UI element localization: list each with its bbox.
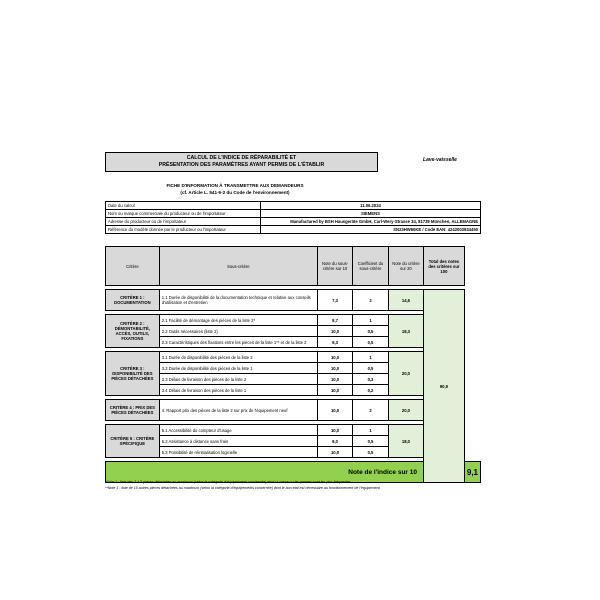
subcriterion-coef: 0,2 — [353, 385, 389, 396]
subcriterion-label: 5.1 Accessibilité du compteur d'usage — [159, 425, 317, 436]
col-header-sous-critere: Sous-critère — [159, 247, 317, 286]
info-value: SN23HW60KE / Code EAN: 4242003934450 — [261, 226, 481, 234]
subcriterion-coef: 1 — [353, 315, 389, 326]
footnote-2: **Note 1 : liste de 10 autres pièces détachées au maximum (selon la catégorie d'équipements concernée) dont le bon état est nécessaire au fonctionnement de l'équipement. — [105, 485, 381, 490]
subcriterion-coef: 0,5 — [353, 363, 389, 374]
subcriterion-coef: 0,5 — [353, 447, 389, 458]
criterion-5-name: CRITÈRE 5 : CRITÈRE SPÉCIFIQUE — [106, 425, 160, 458]
footnotes — [105, 480, 495, 491]
criterion-1-score: 14,6 — [388, 290, 423, 311]
subcriterion-note: 10,0 — [317, 385, 352, 396]
subcriterion-note: 10,0 — [317, 447, 352, 458]
subcriterion-coef: 0,3 — [353, 374, 389, 385]
info-value: SIEMENS — [261, 210, 481, 218]
info-row — [106, 226, 481, 234]
subcriterion-coef: 2 — [353, 400, 389, 421]
info-row — [106, 210, 481, 218]
table-row — [106, 290, 481, 311]
info-value: Manufactured by BSH Hausgeräte GmbH, Carl-Wery-Strasse 34, 81739 München, ALLEMAGNE — [261, 218, 481, 226]
subcriterion-label: 4. Rapport prix des pièces de la liste 2 sur prix de l'équipement neuf — [159, 400, 317, 421]
fiche-line-1: FICHE D'INFORMATION À TRANSMETTRE AUX DEMANDEURS — [166, 183, 304, 188]
criterion-4-score: 20,0 — [388, 400, 423, 421]
subcriterion-coef: 2 — [353, 290, 389, 311]
col-header-note-sous-critere: Note du sous-critère sur 10 — [317, 247, 352, 286]
fiche-line-2: (cf. Article L. 541-9-2 du Code de l'environnement) — [180, 189, 290, 195]
subcriterion-note: 8,7 — [317, 315, 352, 326]
subcriterion-note: 10,0 — [317, 400, 352, 421]
repairability-table — [105, 246, 481, 483]
info-label: Date du calcul — [106, 202, 261, 210]
criterion-3-score: 20,0 — [388, 352, 423, 396]
info-row — [106, 218, 481, 226]
criterion-2-score: 18,3 — [388, 315, 423, 348]
subcriterion-note: 10,0 — [317, 374, 352, 385]
subcriterion-note: 10,0 — [317, 352, 352, 363]
criterion-4-name: CRITÈRE 4 : PRIX DES PIÈCES DÉTACHÉES — [106, 400, 160, 421]
document-title — [105, 152, 378, 172]
subcriterion-note: 7,3 — [317, 290, 352, 311]
subcriterion-label: 3.4 Délais de livraison des pièces de la liste 1 — [159, 385, 317, 396]
appliance-type: Lave-vaisselle — [423, 157, 457, 163]
total-score: 90,9 — [423, 290, 464, 483]
title-line-1: CALCUL DE L'INDICE DE RÉPARABILITÉ ET — [186, 155, 297, 161]
subcriterion-label: 2.3 Caractéristiques des fixations entre les pièces de la liste 1** et de la liste 2 — [159, 337, 317, 348]
subcriterion-label: 3.3 Délais de livraison des pièces de la liste 2 — [159, 374, 317, 385]
product-info-table — [105, 201, 481, 234]
final-score-value: 9,1 — [464, 462, 480, 483]
header-row — [106, 247, 481, 286]
info-row — [106, 202, 481, 210]
col-header-critere: Critère — [106, 247, 160, 286]
subcriterion-label: 3.2 Durée de disponibilité des pièces de la liste 1 — [159, 363, 317, 374]
subcriterion-coef: 1 — [353, 425, 389, 436]
subcriterion-coef: 1 — [353, 352, 389, 363]
info-label: Nom ou marque commerciale du producteur ou de l'importateur — [106, 210, 261, 218]
subcriterion-label: 2.1 Facilité de démontage des pièces de la liste 2* — [159, 315, 317, 326]
subcriterion-note: 9,3 — [317, 337, 352, 348]
footnote-1: *Note 1 : liste des 3 à 5 pièces détachées au maximum (selon la catégorie d'équipements concernée) dont la casse ou les pannes sont les plus fréquentes ; — [105, 480, 353, 484]
fiche-heading — [120, 183, 350, 196]
info-value: 11.06.2024 — [261, 202, 481, 210]
subcriterion-note: 10,0 — [317, 326, 352, 337]
subcriterion-coef: 0,5 — [353, 436, 389, 447]
criterion-3-name: CRITÈRE 3 : DISPONIBILITÉ DES PIÈCES DÉTACHÉES — [106, 352, 160, 396]
subcriterion-label: 5.3 Possibilité de réinitialisation logicielle — [159, 447, 317, 458]
info-label: Référence du modèle donnée par le producteur ou l'importateur — [106, 226, 261, 234]
col-header-total: Total des notes des critères sur 100 — [423, 247, 464, 286]
title-line-2: PRÉSENTATION DES PARAMÈTRES AYANT PERMIS DE L'ÉTABLIR — [158, 162, 325, 168]
subcriterion-note: 10,0 — [317, 363, 352, 374]
subcriterion-label: 1.1 Durée de disponibilité de la documentation technique et relative aux conseils d'utilisation et d'entretien — [159, 290, 317, 311]
subcriterion-coef: 0,5 — [353, 337, 389, 348]
criterion-2-name: CRITÈRE 2 : DÉMONTABILITÉ, ACCÈS, OUTILS, FIXATIONS — [106, 315, 160, 348]
final-score-label: Note de l'indice sur 10 — [106, 462, 424, 483]
subcriterion-label: 2.2 Outils nécessaires (liste 2) — [159, 326, 317, 337]
criterion-1-name: CRITÈRE 1 : DOCUMENTATION — [106, 290, 160, 311]
subcriterion-note: 10,0 — [317, 425, 352, 436]
col-header-coefficient: Coefficient du sous-critère — [353, 247, 389, 286]
subcriterion-label: 5.2 Assistance à distance sans frais — [159, 436, 317, 447]
col-header-note-critere: Note du critère sur 20 — [388, 247, 423, 286]
criterion-5-score: 18,0 — [388, 425, 423, 458]
subcriterion-coef: 0,5 — [353, 326, 389, 337]
subcriterion-label: 3.1 Durée de disponibilité des pièces de la liste 2 — [159, 352, 317, 363]
info-label: Adresse du producteur ou de l'importateur — [106, 218, 261, 226]
subcriterion-note: 8,0 — [317, 436, 352, 447]
